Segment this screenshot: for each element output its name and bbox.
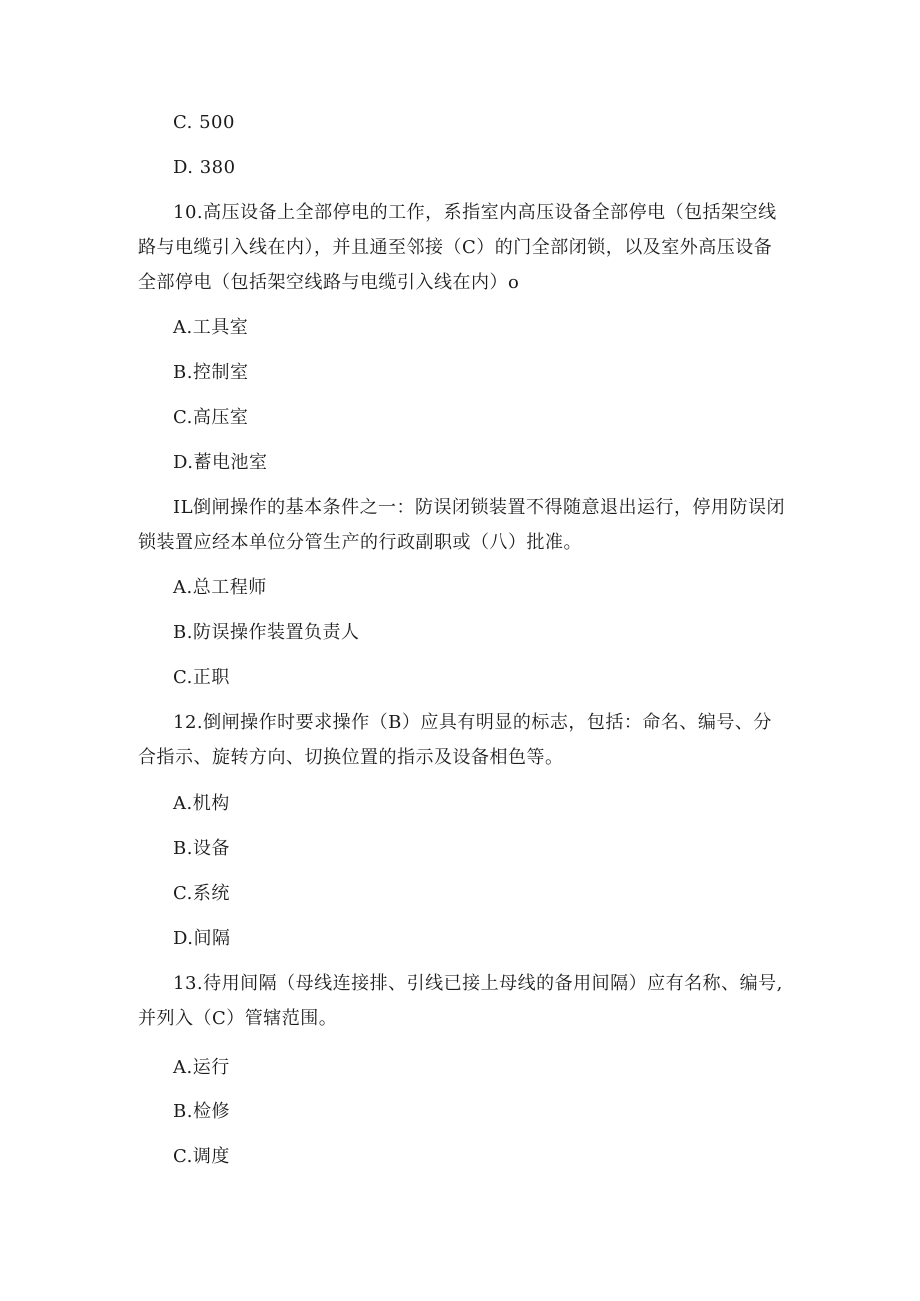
q12-text-line-1: 12.倒闸操作时要求操作（B）应具有明显的标志，包括：命名、编号、分 [173,712,772,733]
q10-text-line-3: 全部停电（包括架空线路与电缆引入线在内）o [138,272,520,293]
q11-text-line-1: IL倒闸操作的基本条件之一：防误闭锁装置不得随意退出运行，停用防误闭 [173,497,786,518]
q12-option-b: B.设备 [173,838,230,859]
q12-text-line-2: 合指示、旋转方向、切换位置的指示及设备相色等。 [138,747,564,768]
q9-option-c: C. 500 [173,112,235,133]
q12-option-d: D.间隔 [173,928,231,949]
q10-option-a: A.工具室 [173,317,249,338]
q11-option-c: C.正职 [173,667,230,688]
q11-option-a: A.总工程师 [173,577,267,598]
q10-option-c: C.高压室 [173,407,249,428]
q13-text-line-1: 13.待用间隔（母线连接排、引线已接上母线的备用间隔）应有名称、编号, [173,973,783,994]
q13-option-b: B.检修 [173,1101,230,1122]
q13-text-line-2: 并列入（C）管辖范围。 [138,1008,338,1029]
q10-text-line-1: 10.高压设备上全部停电的工作，系指室内高压设备全部停电（包括架空线 [173,202,777,223]
q10-option-b: B.控制室 [173,362,249,383]
q9-option-d: D. 380 [173,157,236,178]
q13-option-c: C.调度 [173,1146,230,1167]
q13-option-a: A.运行 [173,1057,230,1078]
q11-option-b: B.防误操作装置负责人 [173,622,360,643]
q12-option-c: C.系统 [173,883,230,904]
q11-text-line-2: 锁装置应经本单位分管生产的行政副职或（八）批准。 [138,532,582,553]
q10-text-line-2: 路与电缆引入线在内），并且通至邻接（C）的门全部闭锁，以及室外高压设备 [138,237,773,258]
q12-option-a: A.机构 [173,793,230,814]
q10-option-d: D.蓄电池室 [173,452,268,473]
